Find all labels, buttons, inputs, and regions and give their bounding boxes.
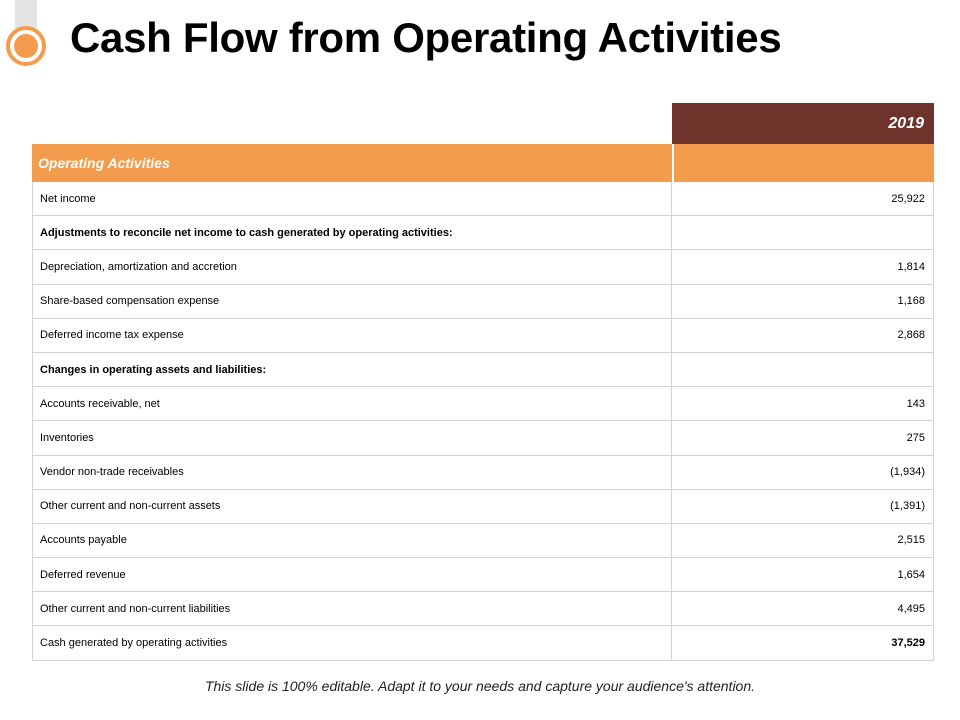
table-row — [32, 456, 934, 490]
table-row — [32, 285, 934, 319]
row-label: Other current and non-current liabilities — [32, 592, 672, 625]
row-label: Accounts payable — [32, 524, 672, 557]
table-row — [32, 353, 934, 387]
row-value: (1,934) — [672, 456, 934, 489]
section-row — [32, 144, 934, 182]
section-label: Operating Activities — [32, 144, 672, 182]
table-header-row — [32, 103, 934, 144]
row-label: Other current and non-current assets — [32, 490, 672, 523]
page-title: Cash Flow from Operating Activities — [70, 14, 782, 61]
row-label: Inventories — [32, 421, 672, 454]
row-value: (1,391) — [672, 490, 934, 523]
row-value: 1,654 — [672, 558, 934, 591]
row-value: 1,814 — [672, 250, 934, 283]
decorative-circle-icon — [6, 26, 46, 66]
row-label: Adjustments to reconcile net income to cash generated by operating activities: — [32, 216, 672, 249]
decorative-bar — [15, 0, 37, 28]
row-label: Deferred revenue — [32, 558, 672, 591]
row-value: 2,868 — [672, 319, 934, 352]
table-row — [32, 558, 934, 592]
table-row — [32, 524, 934, 558]
row-label: Share-based compensation expense — [32, 285, 672, 318]
table-row — [32, 387, 934, 421]
table-row — [32, 490, 934, 524]
table-row — [32, 319, 934, 353]
row-label: Accounts receivable, net — [32, 387, 672, 420]
row-label: Deferred income tax expense — [32, 319, 672, 352]
row-label: Net income — [32, 182, 672, 215]
row-value — [672, 216, 934, 249]
footer-caption: This slide is 100% editable. Adapt it to your needs and capture your audience's attention. — [204, 678, 756, 694]
table-row — [32, 182, 934, 216]
row-label: Cash generated by operating activities — [32, 626, 672, 659]
table-row — [32, 592, 934, 626]
row-value: 143 — [672, 387, 934, 420]
section-value-cell — [672, 144, 934, 182]
row-value: 4,495 — [672, 592, 934, 625]
table-row — [32, 421, 934, 455]
row-label: Changes in operating assets and liabilities: — [32, 353, 672, 386]
total-row — [32, 626, 934, 660]
row-value — [672, 353, 934, 386]
table-row — [32, 216, 934, 250]
row-value: 25,922 — [672, 182, 934, 215]
year-header: 2019 — [672, 103, 934, 144]
row-value: 37,529 — [672, 626, 934, 659]
table-row — [32, 250, 934, 284]
row-value: 275 — [672, 421, 934, 454]
row-label: Vendor non-trade receivables — [32, 456, 672, 489]
header-empty-cell — [32, 103, 672, 144]
row-value: 2,515 — [672, 524, 934, 557]
cash-flow-table — [32, 103, 934, 661]
row-label: Depreciation, amortization and accretion — [32, 250, 672, 283]
row-value: 1,168 — [672, 285, 934, 318]
